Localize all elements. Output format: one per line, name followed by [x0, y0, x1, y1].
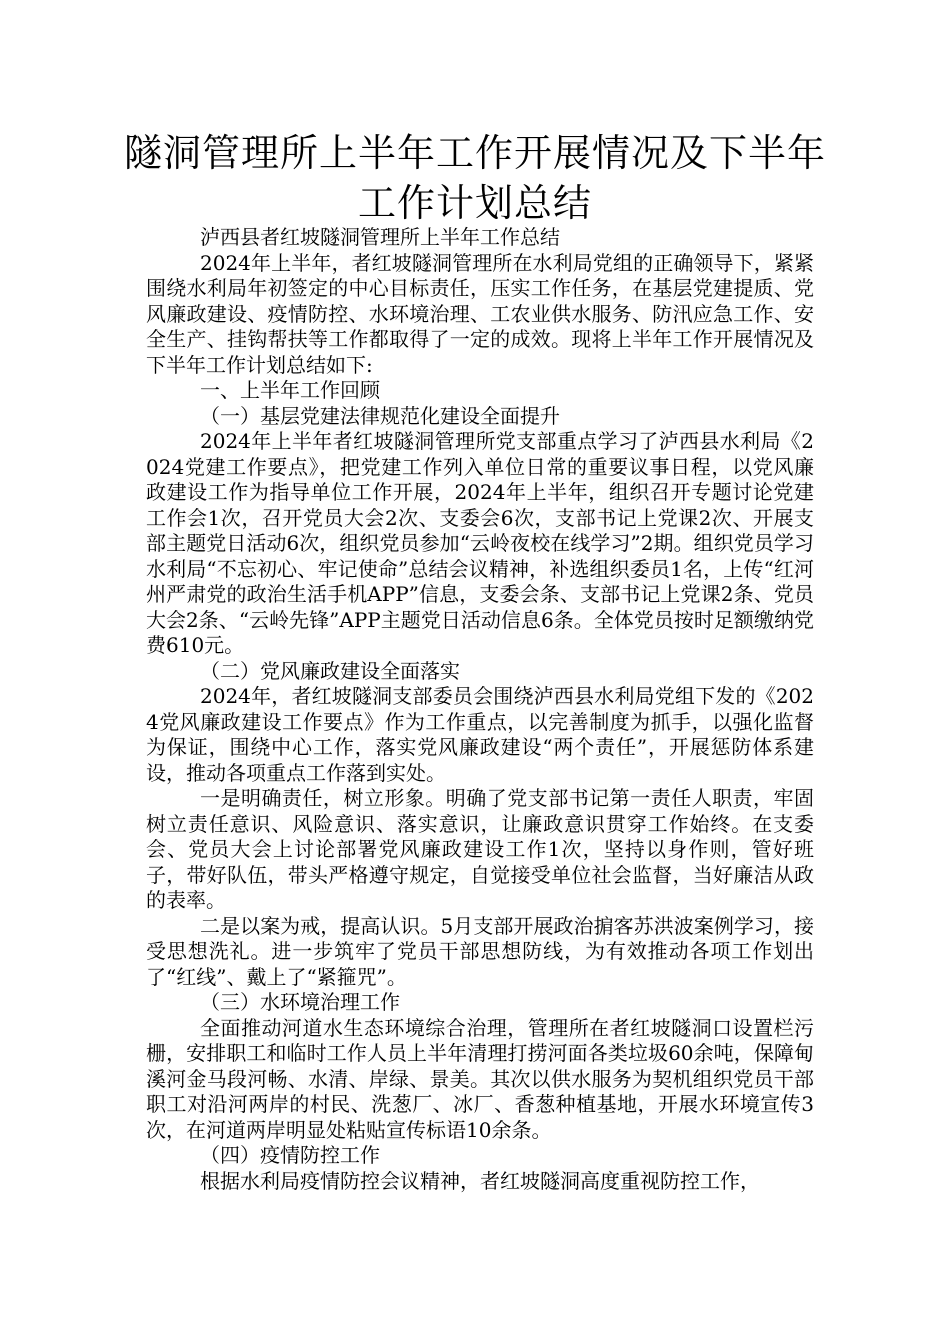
paragraph-responsibility: 一是明确责任，树立形象。明确了党支部书记第一责任人职责，牢固树立责任意识、风险意识、落实意识，让廉政意识贯穿工作始终。在支委会、党员大会上讨论部署党风廉政建设工作1次，坚持以身作则，管好班子，带好队伍，带头严格遵守规定，自觉接受单位社会监督，当好廉洁从政的表率。 [146, 786, 814, 912]
paragraph-intro: 2024年上半年，者红坡隧洞管理所在水利局党组的正确领导下，紧紧围绕水利局年初签定的中心目标责任，压实工作任务，在基层党建提质、党风廉政建设、疫情防控、水环境治理、工农业供水服务、防汛应急工作、安全生产、挂钩帮扶等工作都取得了一定的成效。现将上半年工作开展情况及下半年工作计划总结如下: [146, 250, 814, 377]
document-body [146, 225, 814, 1194]
subsection-heading-integrity: （二）党风廉政建设全面落实 [200, 658, 460, 683]
subsection-heading-water-environment: （三）水环境治理工作 [200, 990, 400, 1014]
paragraph-water-environment: 全面推动河道水生态环境综合治理，管理所在者红坡隧洞口设置栏污栅，安排职工和临时工作人员上半年清理打捞河面各类垃圾60余吨，保障甸溪河金马段河畅、水清、岸绿、景美。其次以供水服务为契机组织党员干部职工对沿河两岸的村民、洗葱厂、冰厂、香葱种植基地，开展水环境宣传3次，在河道两岸明显处粘贴宣传标语10余条。 [146, 1015, 814, 1142]
paragraph-party-building: 2024年上半年者红坡隧洞管理所党支部重点学习了泸西县水利局《2024党建工作要点》，把党建工作列入单位日常的重要议事日程，以党风廉政建设工作为指导单位工作开展，2024年上半年，组织召开专题讨论党建工作会1次，召开党员大会2次、支委会6次，支部书记上党课2次、开展支部主题党日活动6次，组织党员参加“云岭夜校在线学习”2期。组织党员学习水利局“不忘初心、牢记使命”总结会议精神，补选组织委员1名，上传“红河州严肃党的政治生活手机APP”信息，支委会条、支部书记上党课2条、党员大会2条、“云岭先锋”APP主题党日活动信息6条。全体党员按时足额缴纳党费610元。 [146, 429, 814, 657]
subsection-heading-epidemic: （四）疫情防控工作 [200, 1143, 380, 1167]
paragraph-case-study: 二是以案为戒，提高认识。5月支部开展政治掮客苏洪波案例学习，接受思想洗礼。进一步筑牢了党员干部思想防线，为有效推动各项工作划出了“红线”、戴上了“紧箍咒”。 [146, 913, 814, 989]
section-heading-review: 一、上半年工作回顾 [200, 378, 380, 402]
subsection-heading-party-building: （一）基层党建法律规范化建设全面提升 [200, 403, 560, 428]
document-title-line-2: 工作计划总结 [357, 181, 592, 225]
subtitle-line: 泸西县者红坡隧洞管理所上半年工作总结 [200, 225, 560, 249]
paragraph-epidemic: 根据水利局疫情防控会议精神，者红坡隧洞高度重视防控工作， [200, 1168, 760, 1193]
document-title-line-1: 隧洞管理所上半年工作开展情况及下半年 [123, 131, 826, 175]
paragraph-integrity: 2024年，者红坡隧洞支部委员会围绕泸西县水利局党组下发的《2024党风廉政建设工作要点》作为工作重点，以完善制度为抓手，以强化监督为保证，围绕中心工作，落实党风廉政建设“两个责任”，开展惩防体系建设，推动各项重点工作落到实处。 [146, 684, 814, 785]
